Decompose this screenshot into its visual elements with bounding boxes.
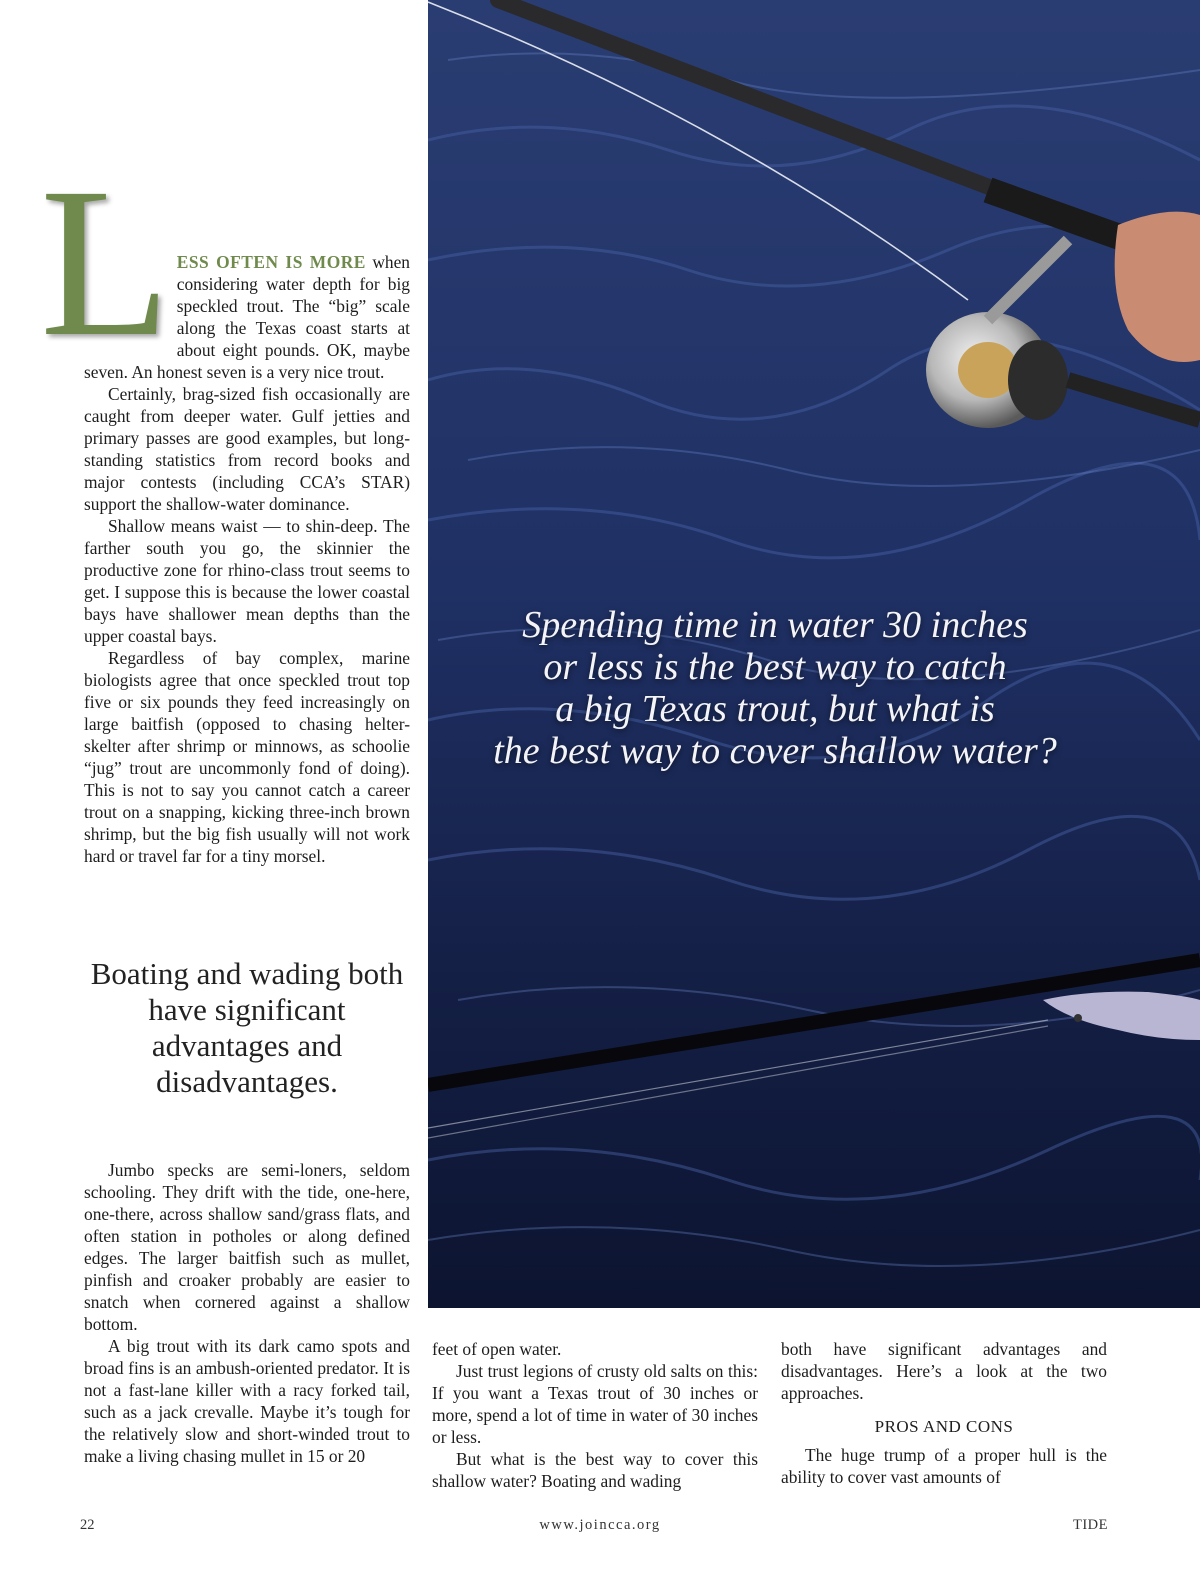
body-paragraph: Certainly, brag-sized fish occasionally are caught from deeper water. Gulf jetties and primary passes are good examples, but long-standing statistics from record books and major contests (including CCA’s STAR) support the shallow-water dominance. — [84, 384, 410, 514]
website-url: www.joincca.org — [539, 1517, 661, 1533]
page-number: 22 — [80, 1517, 95, 1533]
photo-deck — [470, 604, 1080, 772]
body-paragraph: Jumbo specks are semi-loners, seldom schooling. They drift with the tide, one-here, one-there, across shallow sand/grass flats, and often station in potholes or along defined edges. The larger baitfish such as mullet, pinfish and croaker probably are easier to snatch when cornered against a shallow bottom. — [84, 1160, 410, 1334]
body-paragraph: Regardless of bay complex, marine biologists agree that once speckled trout top five or six pounds they feed increasingly on large baitfish (opposed to chasing helter-skelter after shrimp or minnows, as schoolie “jug” trout are uncommonly fond of doing). This is not to say you cannot catch a career trout on a snapping, kicking three-inch brown shrimp, but the big fish usually will not work hard or travel far for a tiny morsel. — [84, 648, 410, 866]
article-column-3 — [781, 1338, 1107, 1488]
lead-in: ESS OFTEN IS MORE — [176, 252, 366, 272]
lead-paragraph — [40, 144, 410, 383]
deck-line: Spending time in water 30 inches — [522, 604, 1028, 646]
deck-line: a big Texas trout, but what is — [555, 688, 995, 730]
body-paragraph: But what is the best way to cover this shallow water? Boating and wading — [432, 1449, 758, 1491]
body-paragraph: Shallow means waist — to shin-deep. The farther south you go, the skinnier the productive zone for rhino-class trout seems to get. I suppose this is because the lower coastal bays have shallower mean depths than the upper coastal bays. — [84, 516, 410, 646]
article-column-1-top — [40, 144, 410, 867]
article-column-2 — [432, 1338, 758, 1492]
pull-quote: Boating and wading both have significant advantages and disadvantages. — [90, 956, 404, 1099]
deck-line: or less is the best way to catch — [543, 646, 1007, 688]
deck-line: the best way to cover shallow water? — [493, 730, 1057, 772]
section-subhead: PROS AND CONS — [874, 1417, 1014, 1436]
body-paragraph: feet of open water. — [432, 1339, 562, 1359]
body-paragraph: The huge trump of a proper hull is the ability to cover vast amounts of — [781, 1445, 1107, 1487]
body-paragraph: A big trout with its dark camo spots and broad fins is an ambush-oriented predator. It is not a fast-lane killer with a racy forked tail, such as a jack crevalle. Maybe it’s tough for the relatively slow and short-winded trout to make a living chasing mullet in 15 or 20 — [84, 1336, 410, 1466]
body-paragraph: both have significant advantages and disadvantages. Here’s a look at the two approaches. — [781, 1339, 1107, 1403]
article-column-1-bottom — [84, 1159, 410, 1467]
body-paragraph: Just trust legions of crusty old salts on this: If you want a Texas trout of 30 inches or more, spend a lot of time in water of 30 inches or less. — [432, 1361, 758, 1447]
magazine-name: TIDE — [1072, 1517, 1108, 1533]
lead-text: when considering water depth for big speckled trout. The “big” scale along the Texas coast starts at about eight pounds. OK, maybe seven. An honest seven is a very nice trout. — [84, 252, 410, 382]
drop-cap: L — [40, 144, 171, 381]
